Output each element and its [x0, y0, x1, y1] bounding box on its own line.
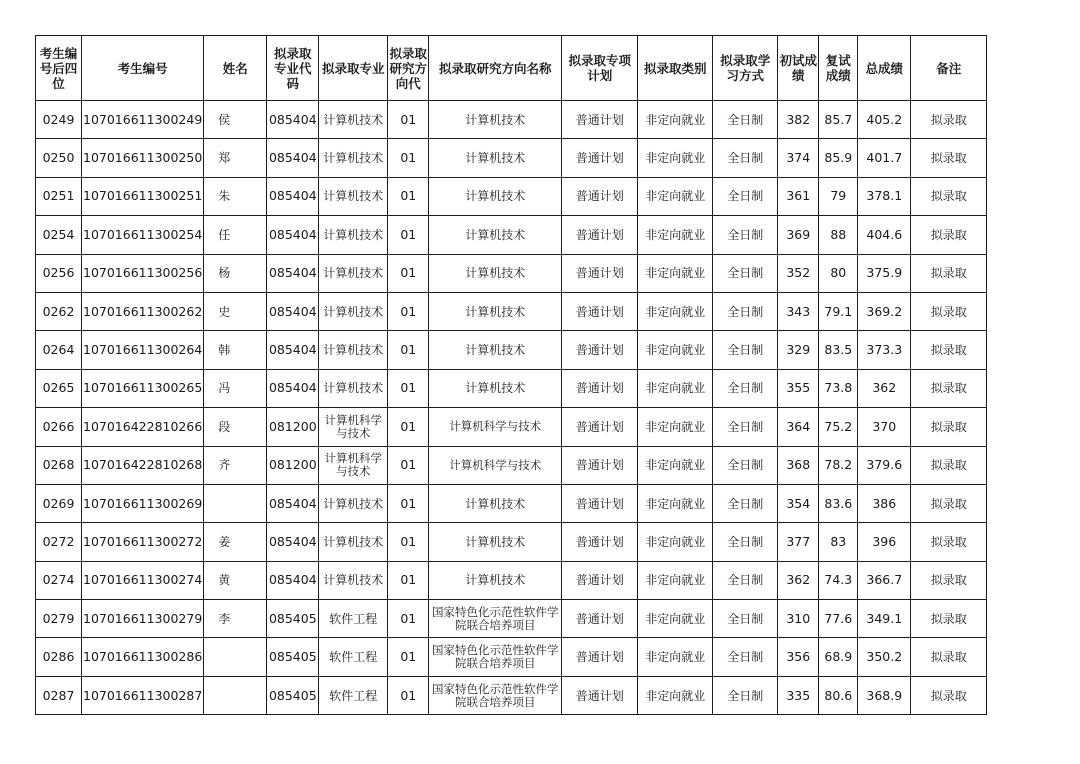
cell-direction-code: 01	[388, 101, 429, 139]
redaction-mask	[230, 562, 250, 599]
cell-study-mode: 全日制	[713, 600, 778, 638]
cell-direction-name: 国家特色化示范性软件学院联合培养项目	[429, 638, 562, 676]
cell-direction-name: 计算机技术	[429, 484, 562, 522]
cell-exam-id: 107016611300254	[82, 216, 204, 254]
cell-exam-id: 107016611300256	[82, 254, 204, 292]
cell-major-code: 081200	[267, 408, 319, 446]
cell-study-mode: 全日制	[713, 676, 778, 714]
cell-direction-code: 01	[388, 600, 429, 638]
cell-remark: 拟录取	[911, 101, 987, 139]
cell-name	[204, 600, 267, 638]
name-text: 任	[218, 227, 231, 242]
cell-initial-score: 335	[778, 676, 819, 714]
header-remark: 备注	[911, 36, 987, 101]
cell-category: 非定向就业	[638, 676, 713, 714]
cell-direction-name: 计算机技术	[429, 177, 562, 215]
cell-major: 软件工程	[319, 638, 388, 676]
cell-category: 非定向就业	[638, 369, 713, 407]
cell-initial-score: 377	[778, 523, 819, 561]
cell-major-code: 085404	[267, 292, 319, 330]
cell-name	[204, 139, 267, 177]
cell-major-code: 085404	[267, 101, 319, 139]
table-row	[36, 600, 987, 638]
cell-direction-name: 国家特色化示范性软件学院联合培养项目	[429, 676, 562, 714]
cell-initial-score: 382	[778, 101, 819, 139]
cell-special-plan: 普通计划	[562, 561, 638, 599]
header-special-plan: 拟录取专项计划	[562, 36, 638, 101]
cell-remark: 拟录取	[911, 139, 987, 177]
cell-total-score: 375.9	[858, 254, 911, 292]
cell-remark: 拟录取	[911, 638, 987, 676]
cell-major-code: 085404	[267, 331, 319, 369]
cell-study-mode: 全日制	[713, 408, 778, 446]
cell-seq: 0265	[36, 369, 82, 407]
cell-name	[204, 177, 267, 215]
cell-exam-id: 107016611300274	[82, 561, 204, 599]
cell-name	[204, 446, 267, 484]
table-row	[36, 292, 987, 330]
name-text: 韩	[218, 343, 231, 358]
cell-total-score: 368.9	[858, 676, 911, 714]
header-category: 拟录取类别	[638, 36, 713, 101]
cell-total-score: 386	[858, 484, 911, 522]
cell-exam-id: 107016611300250	[82, 139, 204, 177]
table-row	[36, 216, 987, 254]
header-row	[36, 36, 987, 101]
cell-study-mode: 全日制	[713, 254, 778, 292]
header-major: 拟录取专业	[319, 36, 388, 101]
cell-category: 非定向就业	[638, 408, 713, 446]
cell-category: 非定向就业	[638, 484, 713, 522]
cell-category: 非定向就业	[638, 638, 713, 676]
cell-direction-code: 01	[388, 254, 429, 292]
cell-special-plan: 普通计划	[562, 331, 638, 369]
cell-retest-score: 80	[819, 254, 858, 292]
cell-major: 软件工程	[319, 600, 388, 638]
cell-name	[204, 561, 267, 599]
name-text: 姜	[218, 534, 231, 549]
cell-seq: 0272	[36, 523, 82, 561]
cell-retest-score: 83	[819, 523, 858, 561]
redaction-mask	[230, 139, 250, 176]
cell-remark: 拟录取	[911, 484, 987, 522]
cell-name	[204, 101, 267, 139]
cell-initial-score: 343	[778, 292, 819, 330]
cell-study-mode: 全日制	[713, 101, 778, 139]
cell-name	[204, 408, 267, 446]
table-row	[36, 523, 987, 561]
cell-exam-id: 107016611300287	[82, 676, 204, 714]
cell-direction-code: 01	[388, 523, 429, 561]
cell-name	[204, 638, 267, 676]
cell-direction-name: 计算机技术	[429, 254, 562, 292]
cell-direction-name: 计算机技术	[429, 523, 562, 561]
cell-name	[204, 331, 267, 369]
header-direction-code: 拟录取研究方向代	[388, 36, 429, 101]
admission-table	[35, 35, 987, 715]
table-row	[36, 331, 987, 369]
cell-initial-score: 362	[778, 561, 819, 599]
cell-initial-score: 374	[778, 139, 819, 177]
cell-study-mode: 全日制	[713, 484, 778, 522]
cell-initial-score: 329	[778, 331, 819, 369]
cell-direction-code: 01	[388, 177, 429, 215]
cell-remark: 拟录取	[911, 216, 987, 254]
cell-remark: 拟录取	[911, 561, 987, 599]
header-major-code: 拟录取专业代码	[267, 36, 319, 101]
table-row	[36, 177, 987, 215]
cell-major: 计算机技术	[319, 331, 388, 369]
cell-retest-score: 77.6	[819, 600, 858, 638]
name-text: 李	[218, 611, 231, 626]
cell-major: 计算机技术	[319, 101, 388, 139]
cell-direction-name: 计算机技术	[429, 331, 562, 369]
name-text: 黄	[218, 573, 231, 588]
cell-study-mode: 全日制	[713, 369, 778, 407]
cell-category: 非定向就业	[638, 139, 713, 177]
redaction-mask	[230, 331, 250, 368]
cell-category: 非定向就业	[638, 523, 713, 561]
cell-name	[204, 292, 267, 330]
cell-exam-id: 107016611300265	[82, 369, 204, 407]
cell-total-score: 349.1	[858, 600, 911, 638]
cell-retest-score: 73.8	[819, 369, 858, 407]
cell-major: 计算机技术	[319, 216, 388, 254]
cell-retest-score: 83.6	[819, 484, 858, 522]
cell-special-plan: 普通计划	[562, 101, 638, 139]
cell-major: 计算机技术	[319, 561, 388, 599]
redaction-mask	[230, 447, 250, 484]
cell-category: 非定向就业	[638, 600, 713, 638]
cell-direction-name: 计算机技术	[429, 292, 562, 330]
redaction-mask	[230, 101, 250, 138]
cell-major-code: 081200	[267, 446, 319, 484]
cell-category: 非定向就业	[638, 561, 713, 599]
cell-seq: 0279	[36, 600, 82, 638]
cell-major: 计算机技术	[319, 369, 388, 407]
cell-name	[204, 369, 267, 407]
cell-total-score: 373.3	[858, 331, 911, 369]
name-text: 齐	[218, 458, 231, 473]
cell-study-mode: 全日制	[713, 446, 778, 484]
cell-retest-score: 74.3	[819, 561, 858, 599]
cell-study-mode: 全日制	[713, 331, 778, 369]
cell-exam-id: 107016611300279	[82, 600, 204, 638]
cell-direction-name: 计算机技术	[429, 369, 562, 407]
cell-retest-score: 68.9	[819, 638, 858, 676]
cell-special-plan: 普通计划	[562, 600, 638, 638]
header-study-mode: 拟录取学习方式	[713, 36, 778, 101]
cell-special-plan: 普通计划	[562, 254, 638, 292]
cell-direction-code: 01	[388, 484, 429, 522]
cell-retest-score: 85.7	[819, 101, 858, 139]
cell-direction-code: 01	[388, 369, 429, 407]
cell-major: 计算机技术	[319, 292, 388, 330]
cell-retest-score: 78.2	[819, 446, 858, 484]
cell-special-plan: 普通计划	[562, 446, 638, 484]
cell-major-code: 085404	[267, 216, 319, 254]
table-row	[36, 638, 987, 676]
cell-name	[204, 523, 267, 561]
cell-seq: 0286	[36, 638, 82, 676]
cell-retest-score: 83.5	[819, 331, 858, 369]
cell-special-plan: 普通计划	[562, 139, 638, 177]
cell-remark: 拟录取	[911, 254, 987, 292]
cell-remark: 拟录取	[911, 331, 987, 369]
cell-total-score: 362	[858, 369, 911, 407]
cell-direction-name: 计算机技术	[429, 216, 562, 254]
table-row	[36, 254, 987, 292]
cell-total-score: 404.6	[858, 216, 911, 254]
redaction-mask	[230, 638, 250, 675]
cell-remark: 拟录取	[911, 408, 987, 446]
cell-exam-id: 107016611300262	[82, 292, 204, 330]
table-row	[36, 676, 987, 714]
name-text: 郑	[218, 151, 231, 166]
cell-total-score: 366.7	[858, 561, 911, 599]
cell-category: 非定向就业	[638, 292, 713, 330]
cell-name	[204, 254, 267, 292]
cell-initial-score: 361	[778, 177, 819, 215]
cell-major-code: 085404	[267, 139, 319, 177]
cell-major: 计算机技术	[319, 177, 388, 215]
cell-initial-score: 355	[778, 369, 819, 407]
name-text: 史	[218, 304, 231, 319]
redaction-mask	[230, 293, 250, 330]
cell-initial-score: 354	[778, 484, 819, 522]
header-total-score: 总成绩	[858, 36, 911, 101]
cell-seq: 0262	[36, 292, 82, 330]
cell-major-code: 085404	[267, 177, 319, 215]
cell-special-plan: 普通计划	[562, 676, 638, 714]
cell-study-mode: 全日制	[713, 139, 778, 177]
cell-major: 计算机技术	[319, 139, 388, 177]
cell-major-code: 085404	[267, 369, 319, 407]
redaction-mask	[230, 255, 250, 292]
cell-exam-id: 107016611300272	[82, 523, 204, 561]
cell-major-code: 085404	[267, 254, 319, 292]
cell-total-score: 369.2	[858, 292, 911, 330]
name-text: 侯	[218, 112, 231, 127]
cell-direction-name: 计算机技术	[429, 561, 562, 599]
cell-total-score: 350.2	[858, 638, 911, 676]
cell-exam-id: 107016422810268	[82, 446, 204, 484]
cell-major: 计算机技术	[319, 523, 388, 561]
cell-major: 软件工程	[319, 676, 388, 714]
cell-special-plan: 普通计划	[562, 369, 638, 407]
cell-name	[204, 484, 267, 522]
cell-exam-id: 107016611300249	[82, 101, 204, 139]
cell-category: 非定向就业	[638, 254, 713, 292]
cell-special-plan: 普通计划	[562, 523, 638, 561]
cell-total-score: 370	[858, 408, 911, 446]
cell-name	[204, 676, 267, 714]
cell-total-score: 396	[858, 523, 911, 561]
cell-special-plan: 普通计划	[562, 484, 638, 522]
cell-seq: 0264	[36, 331, 82, 369]
cell-direction-name: 计算机科学与技术	[429, 408, 562, 446]
cell-major: 计算机科学与技术	[319, 408, 388, 446]
cell-special-plan: 普通计划	[562, 177, 638, 215]
cell-total-score: 405.2	[858, 101, 911, 139]
cell-major-code: 085404	[267, 484, 319, 522]
cell-total-score: 378.1	[858, 177, 911, 215]
cell-exam-id: 107016422810266	[82, 408, 204, 446]
cell-study-mode: 全日制	[713, 638, 778, 676]
cell-seq: 0254	[36, 216, 82, 254]
redaction-mask	[230, 370, 250, 407]
cell-direction-code: 01	[388, 139, 429, 177]
cell-major: 计算机技术	[319, 484, 388, 522]
cell-major-code: 085404	[267, 561, 319, 599]
cell-category: 非定向就业	[638, 101, 713, 139]
cell-exam-id: 107016611300251	[82, 177, 204, 215]
cell-special-plan: 普通计划	[562, 408, 638, 446]
cell-direction-name: 国家特色化示范性软件学院联合培养项目	[429, 600, 562, 638]
table-row	[36, 369, 987, 407]
cell-exam-id: 107016611300264	[82, 331, 204, 369]
cell-direction-code: 01	[388, 561, 429, 599]
cell-retest-score: 79	[819, 177, 858, 215]
cell-category: 非定向就业	[638, 446, 713, 484]
cell-retest-score: 80.6	[819, 676, 858, 714]
cell-major: 计算机科学与技术	[319, 446, 388, 484]
redaction-mask	[230, 523, 250, 560]
cell-total-score: 379.6	[858, 446, 911, 484]
table-row	[36, 408, 987, 446]
header-name: 姓名	[204, 36, 267, 101]
cell-direction-code: 01	[388, 216, 429, 254]
cell-study-mode: 全日制	[713, 177, 778, 215]
cell-remark: 拟录取	[911, 446, 987, 484]
cell-study-mode: 全日制	[713, 292, 778, 330]
cell-retest-score: 79.1	[819, 292, 858, 330]
table-row	[36, 101, 987, 139]
cell-remark: 拟录取	[911, 292, 987, 330]
cell-seq: 0256	[36, 254, 82, 292]
cell-direction-code: 01	[388, 331, 429, 369]
cell-initial-score: 310	[778, 600, 819, 638]
cell-category: 非定向就业	[638, 216, 713, 254]
cell-major: 计算机技术	[319, 254, 388, 292]
cell-study-mode: 全日制	[713, 216, 778, 254]
cell-seq: 0268	[36, 446, 82, 484]
redaction-mask	[230, 600, 250, 637]
header-seq: 考生编号后四位	[36, 36, 82, 101]
cell-direction-name: 计算机技术	[429, 139, 562, 177]
cell-direction-name: 计算机科学与技术	[429, 446, 562, 484]
table-row	[36, 561, 987, 599]
cell-seq: 0269	[36, 484, 82, 522]
name-text: 杨	[218, 266, 231, 281]
cell-direction-code: 01	[388, 292, 429, 330]
cell-special-plan: 普通计划	[562, 292, 638, 330]
cell-direction-code: 01	[388, 408, 429, 446]
cell-remark: 拟录取	[911, 369, 987, 407]
name-text: 段	[218, 419, 231, 434]
redaction-mask	[230, 216, 250, 253]
cell-study-mode: 全日制	[713, 561, 778, 599]
cell-seq: 0251	[36, 177, 82, 215]
cell-seq: 0287	[36, 676, 82, 714]
cell-seq: 0250	[36, 139, 82, 177]
cell-exam-id: 107016611300269	[82, 484, 204, 522]
cell-major-code: 085405	[267, 600, 319, 638]
cell-initial-score: 352	[778, 254, 819, 292]
cell-direction-name: 计算机技术	[429, 101, 562, 139]
name-text: 冯	[218, 381, 231, 396]
cell-seq: 0274	[36, 561, 82, 599]
header-exam-id: 考生编号	[82, 36, 204, 101]
header-initial-score: 初试成绩	[778, 36, 819, 101]
cell-initial-score: 356	[778, 638, 819, 676]
cell-remark: 拟录取	[911, 676, 987, 714]
redaction-mask	[230, 485, 250, 522]
header-direction-name: 拟录取研究方向名称	[429, 36, 562, 101]
cell-direction-code: 01	[388, 638, 429, 676]
cell-retest-score: 88	[819, 216, 858, 254]
cell-seq: 0249	[36, 101, 82, 139]
cell-initial-score: 364	[778, 408, 819, 446]
cell-special-plan: 普通计划	[562, 216, 638, 254]
cell-retest-score: 75.2	[819, 408, 858, 446]
name-text: 朱	[218, 189, 231, 204]
table-row	[36, 484, 987, 522]
cell-direction-code: 01	[388, 676, 429, 714]
cell-special-plan: 普通计划	[562, 638, 638, 676]
redaction-mask	[230, 677, 250, 714]
header-retest-score: 复试成绩	[819, 36, 858, 101]
table-row	[36, 139, 987, 177]
cell-remark: 拟录取	[911, 177, 987, 215]
cell-exam-id: 107016611300286	[82, 638, 204, 676]
cell-name	[204, 216, 267, 254]
cell-total-score: 401.7	[858, 139, 911, 177]
redaction-mask	[230, 178, 250, 215]
cell-retest-score: 85.9	[819, 139, 858, 177]
cell-category: 非定向就业	[638, 177, 713, 215]
cell-direction-code: 01	[388, 446, 429, 484]
cell-initial-score: 368	[778, 446, 819, 484]
redaction-mask	[230, 408, 250, 445]
table-row	[36, 446, 987, 484]
cell-initial-score: 369	[778, 216, 819, 254]
cell-seq: 0266	[36, 408, 82, 446]
cell-study-mode: 全日制	[713, 523, 778, 561]
cell-remark: 拟录取	[911, 600, 987, 638]
cell-remark: 拟录取	[911, 523, 987, 561]
cell-major-code: 085405	[267, 638, 319, 676]
cell-major-code: 085404	[267, 523, 319, 561]
cell-major-code: 085405	[267, 676, 319, 714]
cell-category: 非定向就业	[638, 331, 713, 369]
